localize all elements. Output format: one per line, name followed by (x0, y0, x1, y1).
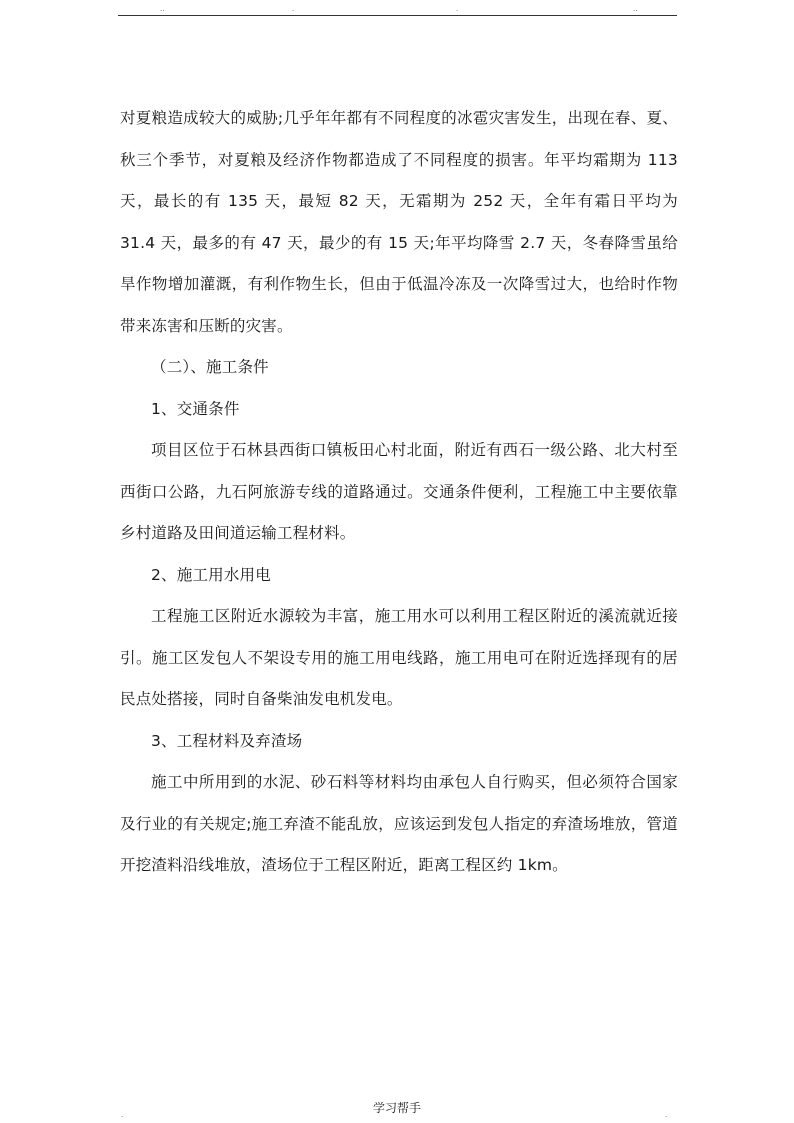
paragraph-transport: 项目区位于石林县西街口镇板田心村北面，附近有西石一级公路、北大村至西街口公路，九石阿旅游专线的道路通过。交通条件便利，工程施工中主要依靠乡村道路及田间道运输工程材料。 (120, 441, 678, 542)
subheading-materials-spoil: 3、工程材料及弃渣场 (151, 731, 303, 750)
footer-mark: . (665, 1111, 668, 1119)
paragraph-climate: 对夏粮造成较大的威胁;几乎年年都有不同程度的冰雹灾害发生，出现在春、夏、秋三个季节，对夏粮及经济作物都造成了不同程度的损害。年平均霜期为 113 天，最长的有 135 天，最短 82 天，无霜期为 252 天，全年有霜日平均为 31.4 天，最多的有 47 天，最少的有 15 天;年平均降雪 2.7 天，冬春降雪虽给旱作物增加灌溉，有利作物生长，但由于低温冷冻及一次降雪过大，也给时作物带来冻害和压断的灾害。 (120, 109, 678, 335)
header-mark: . (456, 5, 459, 13)
header-mark: . (292, 5, 295, 13)
header-mark: .. (160, 5, 165, 13)
subheading-transport: 1、交通条件 (151, 399, 240, 418)
header-mark: .. (633, 5, 638, 13)
paragraph-materials-spoil: 施工中所用到的水泥、砂石料等材料均由承包人自行购买，但必须符合国家及行业的有关规定;施工弃渣不能乱放，应该运到发包人指定的弃渣场堆放，管道开挖渣料沿线堆放，渣场位于工程区附近，距离工程区约 1km。 (120, 773, 678, 874)
footer-mark: . (121, 1111, 124, 1119)
footer-label: 学习帮手 (372, 1101, 421, 1115)
header-rule (118, 15, 677, 16)
paragraph-water-power: 工程施工区附近水源较为丰富，施工用水可以利用工程区附近的溪流就近接引。施工区发包人不架设专用的施工用电线路，施工用电可在附近选择现有的居民点处搭接，同时自备柴油发电机发电。 (120, 607, 678, 708)
document-body (120, 98, 678, 887)
section-heading: （二）、施工条件 (151, 358, 269, 376)
subheading-water-power: 2、施工用水用电 (151, 565, 271, 584)
